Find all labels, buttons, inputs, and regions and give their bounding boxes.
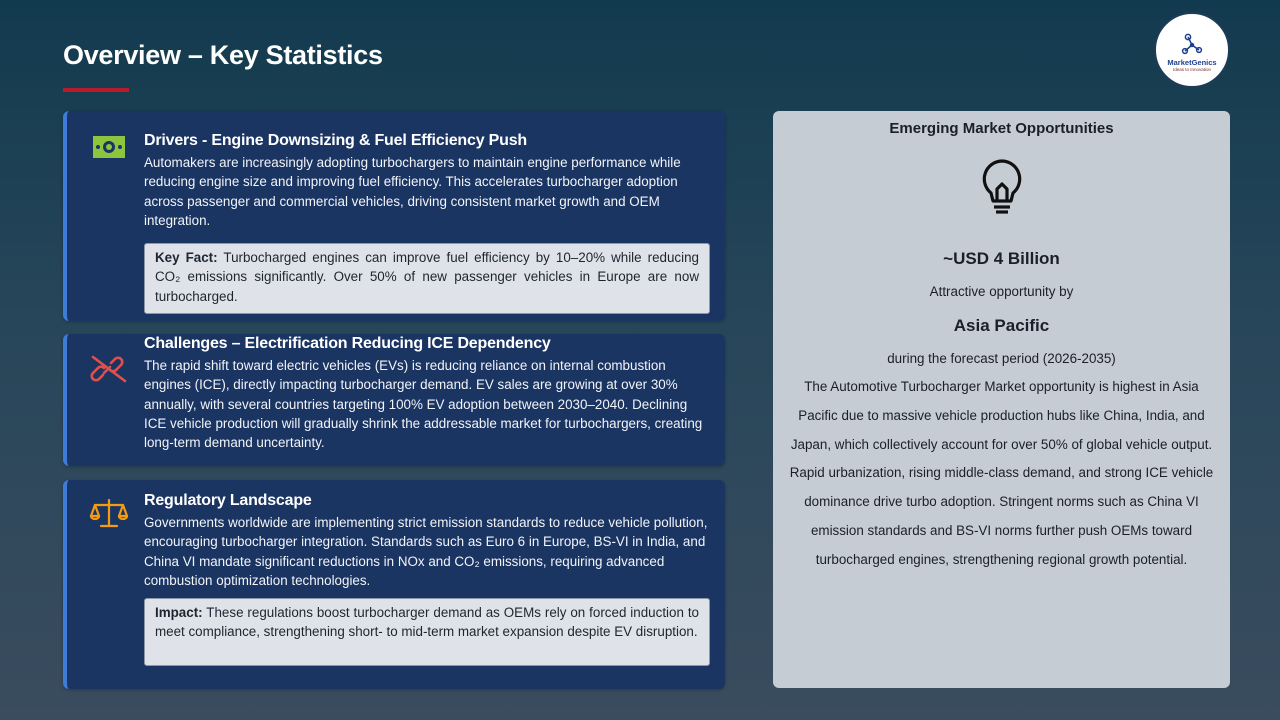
opportunity-description: The Automotive Turbocharger Market opportunity is highest in Asia Pacific due to massive vehicle production hubs like China, India, and Japan, which collectively account for over 50% of global vehicle output. Rapid urbanization, rising middle-class demand, and strong ICE vehicle dominance drive turbo adoption. Stringent norms such as China VI emission standards and BS-VI norms further push OEMs toward turbocharged engines, strengthening regional growth potential. (789, 379, 1214, 567)
challenges-heading: Challenges – Electrification Reducing ICE Dependency (144, 335, 551, 352)
opportunity-region: Asia Pacific (953, 316, 1050, 335)
logo-tagline: Ideas to Innovation (1172, 67, 1212, 72)
key-fact-text: Turbocharged engines can improve fuel efficiency by 10–20% while reducing CO₂ emissions significantly. Over 50% of new passenger vehicles in Europe are now turbocharged. (155, 250, 699, 304)
regulatory-heading: Regulatory Landscape (144, 492, 312, 509)
regulatory-body: Governments worldwide are implementing strict emission standards to reduce vehicle pollution, encouraging turbocharger integration. Standards such as Euro 6 in Europe, BS-VI in India, and China VI mandate significant reductions in NOx and CO₂ emissions, requiring advanced combustion optimization technologies. (144, 515, 708, 588)
drivers-card (63, 111, 725, 321)
forecast-period: during the forecast period (2026-2035) (887, 351, 1116, 366)
opportunities-panel (773, 111, 1230, 688)
title-underline (63, 88, 129, 92)
network-icon (1180, 32, 1204, 56)
lightbulb-icon (979, 157, 1025, 215)
challenges-body: The rapid shift toward electric vehicles (EVs) is reducing reliance on internal combustion engines (ICE), directly impacting turbocharger demand. EV sales are growing at over 30% annually, with several countries targeting 100% EV adoption between 2030–2040. Declining ICE vehicle production will gradually shrink the addressable market for turbochargers, creating long-term demand uncertainty. (144, 358, 703, 451)
page-title: Overview – Key Statistics (63, 40, 383, 70)
challenges-card (63, 334, 725, 466)
opportunity-value: ~USD 4 Billion (943, 249, 1060, 268)
impact-label: Impact: (155, 605, 203, 620)
opportunities-heading: Emerging Market Opportunities (889, 120, 1114, 137)
company-logo (1154, 12, 1230, 88)
money-icon (89, 131, 129, 163)
opportunity-subtitle: Attractive opportunity by (929, 284, 1074, 299)
key-fact-box (144, 243, 710, 314)
regulatory-card (63, 480, 725, 689)
impact-box (144, 598, 710, 666)
logo-name: MarketGenics (1167, 58, 1217, 67)
drivers-heading: Drivers - Engine Downsizing & Fuel Efficiency Push (144, 132, 527, 149)
impact-text: These regulations boost turbocharger demand as OEMs rely on forced induction to meet compliance, strengthening short- to mid-term market expansion despite EV disruption. (155, 605, 699, 640)
scales-icon (89, 498, 129, 530)
broken-link-icon (89, 353, 129, 385)
drivers-body: Automakers are increasingly adopting turbochargers to maintain engine performance while reducing engine size and improving fuel efficiency. This accelerates turbocharger adoption across passenger and commercial vehicles, driving consistent market growth and OEM integration. (144, 155, 681, 228)
key-fact-label: Key Fact: (155, 250, 218, 265)
